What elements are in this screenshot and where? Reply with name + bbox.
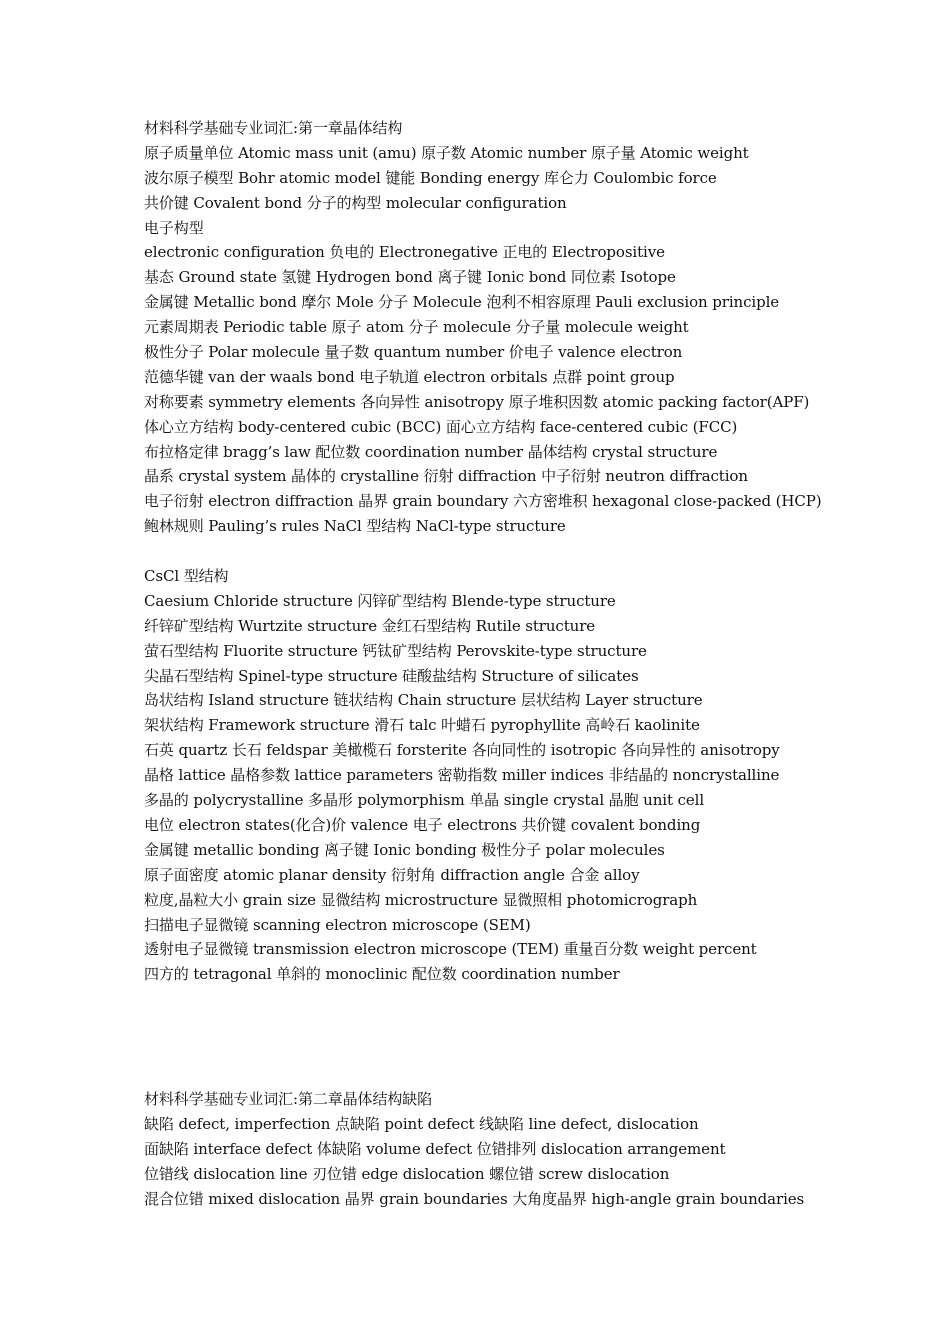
vocab-line: 电位 electron states(化合)价 valence 电子 electrons 共价键 covalent bonding: [144, 815, 701, 834]
vocab-line: Caesium Chloride structure 闪锌矿型结构 Blende-type structure: [144, 591, 616, 610]
vocab-line: 原子质量单位 Atomic mass unit (amu) 原子数 Atomic number 原子量 Atomic weight: [144, 143, 749, 162]
vocab-line: 位错线 dislocation line 刃位错 edge dislocation 螺位错 screw dislocation: [144, 1164, 670, 1183]
section-title: 材料科学基础专业词汇:第二章晶体结构缺陷: [144, 1090, 433, 1108]
vocab-line: 电子构型: [144, 218, 204, 237]
vocab-line: 基态 Ground state 氢键 Hydrogen bond 离子键 Ionic bond 同位素 Isotope: [144, 268, 676, 287]
vocab-line: 岛状结构 Island structure 链状结构 Chain structure 层状结构 Layer structure: [144, 691, 703, 710]
vocab-line: 共价键 Covalent bond 分子的构型 molecular configuration: [144, 193, 567, 212]
vocab-line: 纤锌矿型结构 Wurtzite structure 金红石型结构 Rutile structure: [144, 616, 596, 635]
chapter-1-section: [144, 116, 910, 987]
vocab-line: 架状结构 Framework structure 滑石 talc 叶蜡石 pyrophyllite 高岭石 kaolinite: [144, 716, 700, 735]
vocab-line: 石英 quartz 长石 feldspar 美橄榄石 forsterite 各向同性的 isotropic 各向异性的 anisotropy: [144, 741, 780, 760]
vocab-line: 混合位错 mixed dislocation 晶界 grain boundaries 大角度晶界 high-angle grain boundaries: [144, 1189, 805, 1208]
vocab-line: 粒度,晶粒大小 grain size 显微结构 microstructure 显微照相 photomicrograph: [144, 890, 698, 909]
vocab-line: 对称要素 symmetry elements 各向异性 anisotropy 原子堆积因数 atomic packing factor(APF): [144, 392, 810, 411]
vocab-line: 布拉格定律 bragg’s law 配位数 coordination number 晶体结构 crystal structure: [144, 442, 718, 461]
blank-line: [144, 539, 910, 564]
vocab-line: 原子面密度 atomic planar density 衍射角 diffraction angle 合金 alloy: [144, 865, 640, 884]
vocab-line: 萤石型结构 Fluorite structure 钙钛矿型结构 Perovskite-type structure: [144, 641, 647, 660]
vocab-line: 四方的 tetragonal 单斜的 monoclinic 配位数 coordination number: [144, 965, 620, 984]
vocab-line: 波尔原子模型 Bohr atomic model 键能 Bonding energy 库仑力 Coulombic force: [144, 168, 717, 187]
vocab-line: 极性分子 Polar molecule 量子数 quantum number 价电子 valence electron: [144, 343, 683, 362]
vocab-line: 晶格 lattice 晶格参数 lattice parameters 密勒指数 miller indices 非结晶的 noncrystalline: [144, 766, 780, 785]
vocab-line: 电子衍射 electron diffraction 晶界 grain boundary 六方密堆积 hexagonal close-packed (HCP): [144, 492, 822, 511]
vocab-line: 尖晶石型结构 Spinel-type structure 硅酸盐结构 Structure of silicates: [144, 666, 639, 685]
vocab-line: 体心立方结构 body-centered cubic (BCC) 面心立方结构 face-centered cubic (FCC): [144, 417, 738, 436]
vocab-line: 扫描电子显微镜 scanning electron microscope (SEM): [144, 915, 531, 934]
vocab-line: 金属键 Metallic bond 摩尔 Mole 分子 Molecule 泡利不相容原理 Pauli exclusion principle: [144, 293, 780, 312]
vocab-line: 范德华键 van der waals bond 电子轨道 electron orbitals 点群 point group: [144, 367, 675, 386]
vocab-line: electronic configuration 负电的 Electronegative 正电的 Electropositive: [144, 243, 665, 262]
vocab-line: 面缺陷 interface defect 体缺陷 volume defect 位错排列 dislocation arrangement: [144, 1139, 726, 1158]
vocab-line: 鲍林规则 Pauling’s rules NaCl 型结构 NaCl-type structure: [144, 517, 566, 536]
section-title: 材料科学基础专业词汇:第一章晶体结构: [144, 119, 403, 137]
vocab-line: 元素周期表 Periodic table 原子 atom 分子 molecule 分子量 molecule weight: [144, 318, 689, 337]
vocab-line: 金属键 metallic bonding 离子键 Ionic bonding 极性分子 polar molecules: [144, 840, 665, 859]
vocab-line: 缺陷 defect, imperfection 点缺陷 point defect 线缺陷 line defect, dislocation: [144, 1114, 699, 1133]
vocab-line: 透射电子显微镜 transmission electron microscope (TEM) 重量百分数 weight percent: [144, 940, 757, 959]
vocab-line: CsCl 型结构: [144, 567, 229, 586]
vocab-line: 多晶的 polycrystalline 多晶形 polymorphism 单晶 single crystal 晶胞 unit cell: [144, 791, 705, 810]
chapter-2-section: [144, 1087, 910, 1211]
vocab-line: 晶系 crystal system 晶体的 crystalline 衍射 diffraction 中子衍射 neutron diffraction: [144, 467, 748, 486]
